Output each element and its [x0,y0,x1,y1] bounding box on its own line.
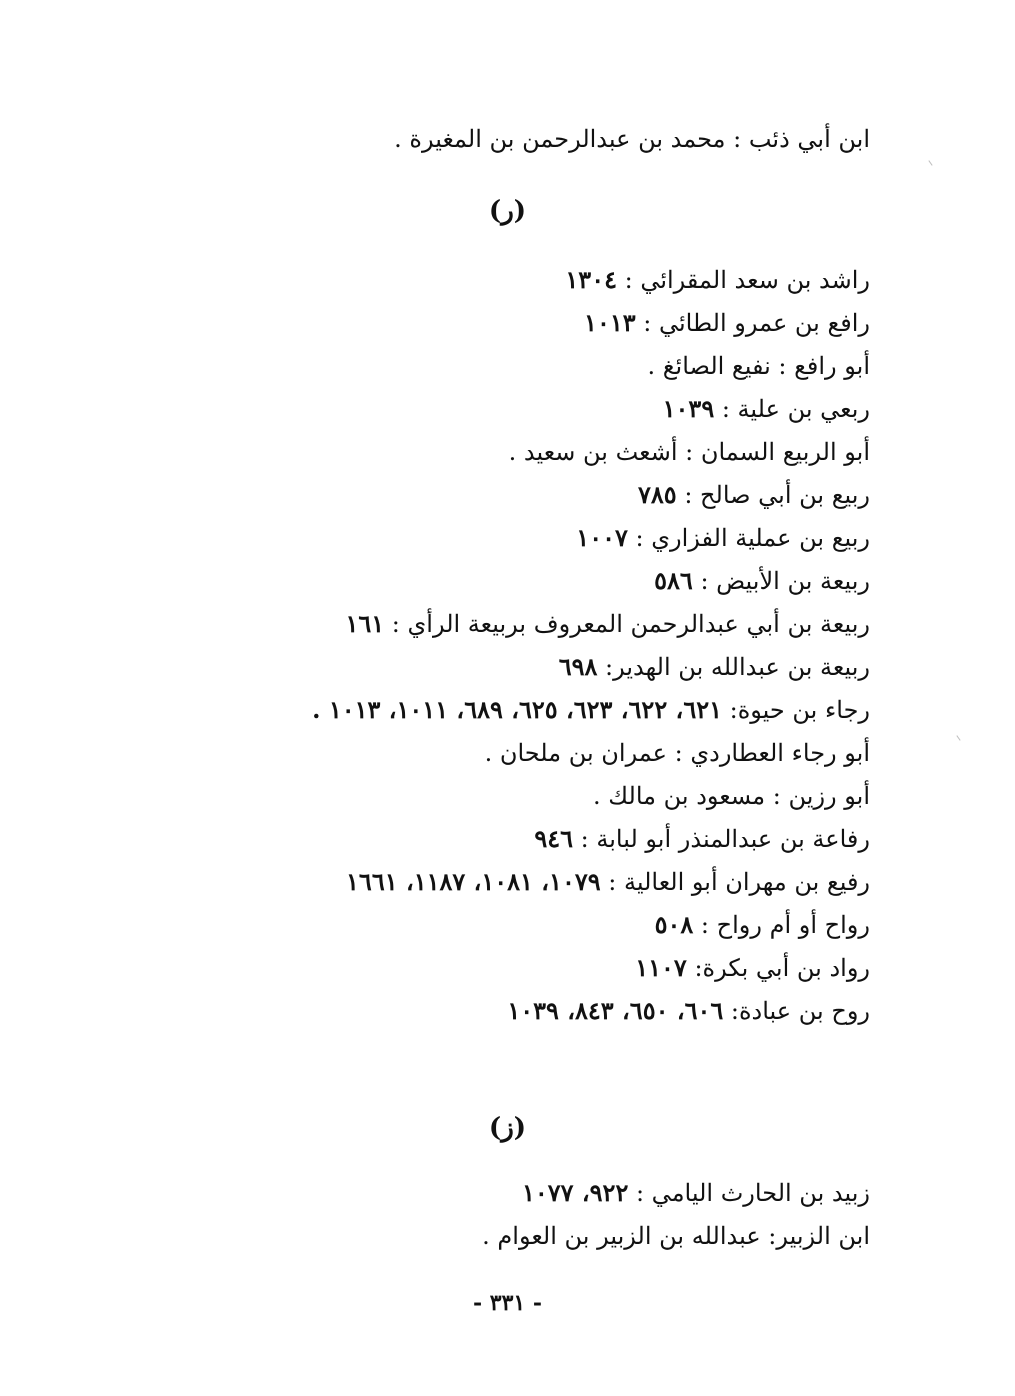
entry-name: ابن الزبير: عبدالله بن الزبير بن العوام . [482,1222,870,1250]
entry-name: راشد بن سعد المقرائي : [624,266,870,294]
entry-page-refs: ١٠٧٩، ١٠٨١، ١١٨٧، ١٦٦١ [346,867,601,896]
entry-name: أبو رزين : مسعود بن مالك . [593,782,870,810]
scan-speck [928,160,932,165]
entry-name: رواح أو أم رواح : [700,911,870,939]
entry-page-refs: ١١٠٧ [635,953,687,982]
entry-name: ربيعة بن عبدالله بن الهدير: [605,653,870,681]
index-entry [593,781,870,811]
index-entry [485,738,870,768]
entry-page-refs: ٦٢١، ٦٢٢، ٦٢٣، ٦٢٥، ٦٨٩، ١٠١١، ١٠١٣ . [312,695,722,724]
index-entry [534,824,870,854]
entry-name: ابن أبي ذئب : محمد بن عبدالرحمن بن المغيرة . [394,125,870,153]
entry-page-refs: ٧٨٥ [638,480,677,509]
entry-page-refs: ١٣٠٤ [565,265,617,294]
entry-name: أبو رجاء العطاردي : عمران بن ملحان . [484,739,870,767]
index-entry [507,996,870,1026]
entry-page-refs: ١٠٣٩ [662,394,715,423]
entry-page-refs: ٦٩٨ [558,652,598,681]
entry-page-refs: ١٦١ [345,609,385,638]
index-entry [663,394,870,424]
index-entry [655,910,870,940]
index-entry [312,695,870,725]
entry-name: رجاء بن حيوة: [729,696,870,724]
page-number: - ٣٣١ - [472,1290,543,1316]
index-entry [565,265,870,295]
entry-page-refs: ٩٤٦ [534,824,573,853]
entry-page-refs: ٩٢٢، ١٠٧٧ [521,1178,629,1207]
entry-name: رافع بن عمرو الطائي : [643,309,870,337]
entry-page-refs: ٥٠٨ [654,910,694,939]
entry-name: أبو رافع : نفيع الصائغ . [647,352,870,380]
index-entry [576,523,870,553]
entry-page-refs: ٦٠٦، ٦٥٠، ٨٤٣، ١٠٣٩ [507,996,724,1025]
entry-page-refs: ٥٨٦ [654,566,693,595]
index-entry [559,652,870,682]
entry-name: أبو الربيع السمان : أشعث بن سعيد . [508,438,870,466]
entry-name: زبيد بن الحارث اليامي : [635,1179,870,1207]
entry-name: روح بن عبادة: [730,997,870,1025]
entry-name: ربيعة بن أبي عبدالرحمن المعروف بربيعة الرأي : [391,610,870,638]
entry-page-refs: ١٠٠٧ [576,523,628,552]
entry-name: ربيعة بن الأبيض : [700,567,870,595]
index-entry [584,308,870,338]
index-entry [394,124,870,154]
entry-name: رفاعة بن عبدالمنذر أبو لبابة : [580,825,870,853]
entry-name: ربيع بن أبي صالح : [684,481,870,509]
entry-name: رواد بن أبي بكرة: [694,954,870,982]
entry-name: ربعي بن علية : [721,395,870,423]
index-entry [346,867,870,897]
section-heading-ra: (ر) [488,196,527,226]
entry-name: رفيع بن مهران أبو العالية : [608,868,870,896]
index-entry [654,566,870,596]
index-entry [522,1178,870,1208]
index-entry [509,437,870,467]
index-entry [635,953,870,983]
index-entry [647,351,870,381]
entry-page-refs: ١٠١٣ [584,308,636,337]
index-entry [345,609,870,639]
section-heading-zay: (ز) [488,1113,527,1143]
index-entry [482,1221,870,1251]
index-entry [638,480,870,510]
entry-name: ربيع بن عملية الفزاري : [635,524,870,552]
scan-speck [956,735,960,740]
